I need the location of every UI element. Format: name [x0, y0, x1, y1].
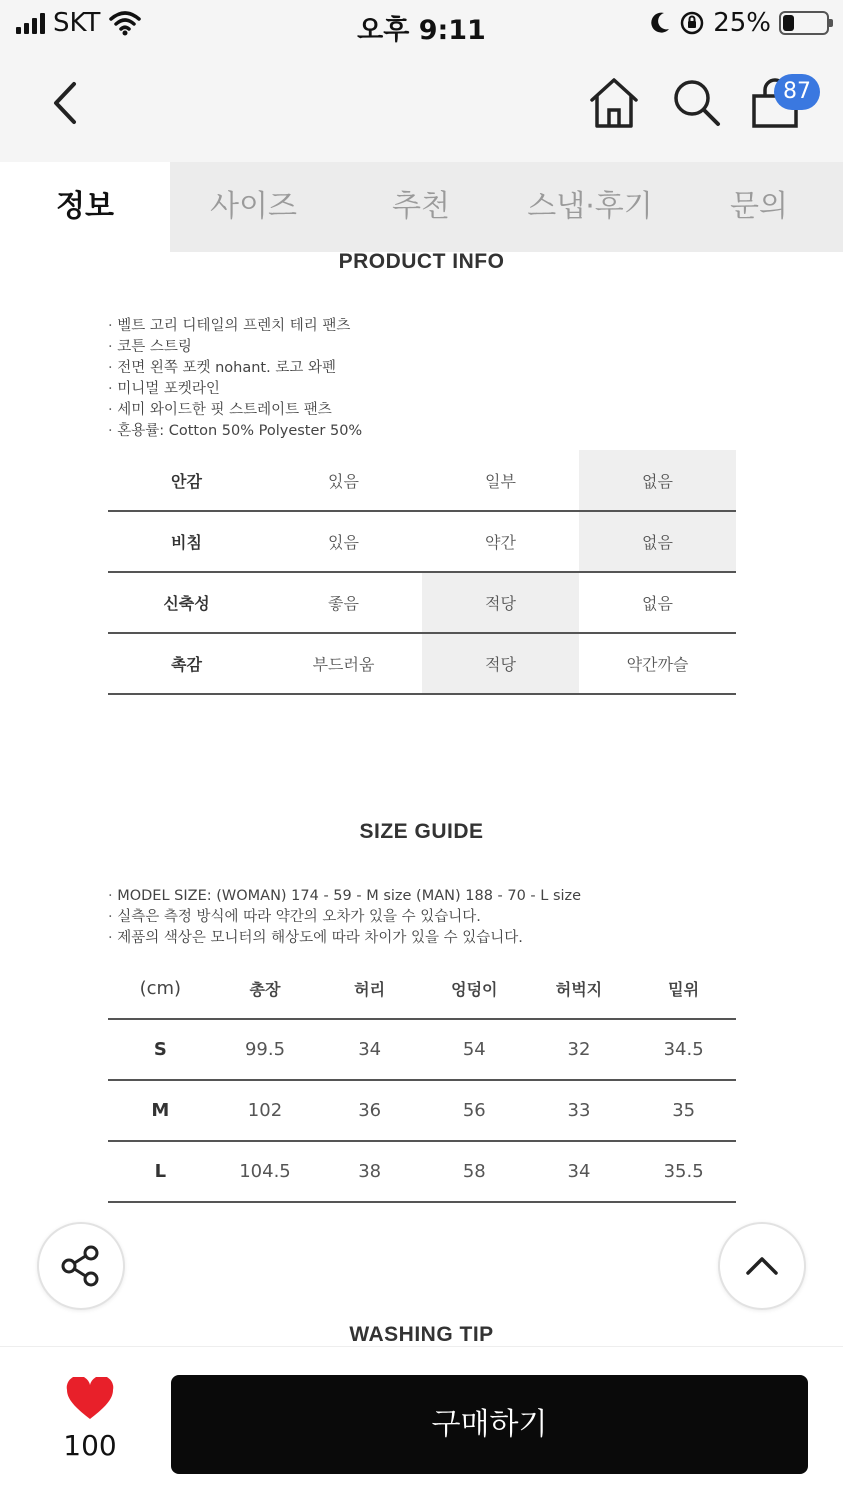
spec-option: 약간까슬 — [579, 633, 736, 694]
size-label: S — [108, 1019, 213, 1080]
size-cell: 56 — [422, 1080, 527, 1141]
like-count: 100 — [63, 1429, 117, 1462]
size-row — [108, 1019, 736, 1080]
back-icon[interactable] — [44, 78, 90, 128]
bullet-item: · 세미 와이드한 핏 스트레이트 팬츠 — [108, 400, 362, 421]
size-cell: 58 — [422, 1141, 527, 1202]
product-info-title: PRODUCT INFO — [338, 250, 505, 273]
tab-snap-review[interactable]: 스냅·후기 — [505, 162, 675, 252]
battery-level — [783, 15, 794, 31]
like-button[interactable] — [40, 1377, 140, 1462]
status-right — [649, 8, 829, 38]
size-note: · 실측은 측정 방식에 따라 약간의 오차가 있을 수 있습니다. — [108, 907, 581, 928]
size-label: L — [108, 1141, 213, 1202]
spec-option: 있음 — [265, 450, 422, 511]
scroll-top-button[interactable] — [718, 1222, 806, 1310]
size-header-unit: (cm) — [108, 958, 213, 1019]
spec-row-name: 촉감 — [108, 633, 265, 694]
carrier-label: SKT — [53, 8, 101, 38]
bullet-item: · 미니멀 포켓라인 — [108, 379, 362, 400]
spec-row — [108, 511, 736, 572]
product-info-bullets — [108, 316, 362, 442]
size-guide-notes — [108, 886, 581, 949]
size-cell: 35 — [631, 1080, 736, 1141]
bullet-item: · 혼용률: Cotton 50% Polyester 50% — [108, 421, 362, 442]
size-cell: 104.5 — [213, 1141, 318, 1202]
size-cell: 34 — [527, 1141, 632, 1202]
share-icon — [58, 1243, 104, 1289]
size-header-row — [108, 958, 736, 1019]
spec-option: 있음 — [265, 511, 422, 572]
bullet-item: · 벨트 고리 디테일의 프렌치 테리 팬츠 — [108, 316, 362, 337]
size-header: 밑위 — [631, 958, 736, 1019]
size-cell: 99.5 — [213, 1019, 318, 1080]
size-row — [108, 1080, 736, 1141]
size-guide-title: SIZE GUIDE — [359, 820, 484, 843]
spec-row — [108, 572, 736, 633]
spec-option: 적당 — [422, 633, 579, 694]
spec-row — [108, 450, 736, 511]
size-note: · 제품의 색상은 모니터의 해상도에 따라 차이가 있을 수 있습니다. — [108, 928, 581, 949]
tab-bar — [0, 162, 843, 252]
spec-row-name: 안감 — [108, 450, 265, 511]
search-icon[interactable] — [670, 76, 722, 130]
tab-info[interactable]: 정보 — [0, 162, 170, 252]
size-cell: 36 — [317, 1080, 422, 1141]
bullet-item: · 전면 왼쪽 포켓 nohant. 로고 와펜 — [108, 358, 362, 379]
spec-option: 적당 — [422, 572, 579, 633]
share-button[interactable] — [37, 1222, 125, 1310]
size-cell: 33 — [527, 1080, 632, 1141]
status-bar — [0, 0, 843, 50]
spec-option: 없음 — [579, 450, 736, 511]
spec-option: 약간 — [422, 511, 579, 572]
spec-option: 부드러움 — [265, 633, 422, 694]
washing-tip-title: WASHING TIP — [349, 1323, 494, 1346]
size-cell: 34.5 — [631, 1019, 736, 1080]
tab-size[interactable]: 사이즈 — [170, 162, 337, 252]
size-header: 총장 — [213, 958, 318, 1019]
buy-button[interactable]: 구매하기 — [171, 1375, 808, 1474]
status-time: 오후 9:11 — [357, 15, 486, 46]
tab-recommend[interactable]: 추천 — [337, 162, 505, 252]
spec-option: 없음 — [579, 572, 736, 633]
cart-count-badge: 87 — [774, 74, 820, 110]
size-label: M — [108, 1080, 213, 1141]
spec-row-name: 비침 — [108, 511, 265, 572]
battery-icon — [779, 11, 829, 35]
size-table — [108, 958, 736, 1203]
bottom-purchase-bar — [0, 1346, 843, 1500]
tab-inquiry[interactable]: 문의 — [675, 162, 843, 252]
size-cell: 35.5 — [631, 1141, 736, 1202]
size-note: · MODEL SIZE: (WOMAN) 174 - 59 - M size (MAN) 188 - 70 - L size — [108, 886, 581, 907]
size-cell: 34 — [317, 1019, 422, 1080]
moon-icon — [649, 11, 671, 35]
spec-row — [108, 633, 736, 694]
home-icon[interactable] — [588, 76, 640, 130]
spec-option: 없음 — [579, 511, 736, 572]
rotation-lock-icon — [679, 10, 705, 36]
chevron-up-icon — [742, 1251, 782, 1281]
spec-option: 좋음 — [265, 572, 422, 633]
size-cell: 38 — [317, 1141, 422, 1202]
size-header: 엉덩이 — [422, 958, 527, 1019]
size-header: 허벅지 — [527, 958, 632, 1019]
battery-percent: 25% — [713, 8, 771, 38]
bullet-item: · 코튼 스트링 — [108, 337, 362, 358]
size-header: 허리 — [317, 958, 422, 1019]
size-cell: 102 — [213, 1080, 318, 1141]
heart-icon — [65, 1377, 115, 1421]
spec-row-name: 신축성 — [108, 572, 265, 633]
size-cell: 54 — [422, 1019, 527, 1080]
fabric-spec-table — [108, 450, 736, 695]
spec-option: 일부 — [422, 450, 579, 511]
size-row — [108, 1141, 736, 1202]
top-header — [0, 50, 843, 162]
size-cell: 32 — [527, 1019, 632, 1080]
